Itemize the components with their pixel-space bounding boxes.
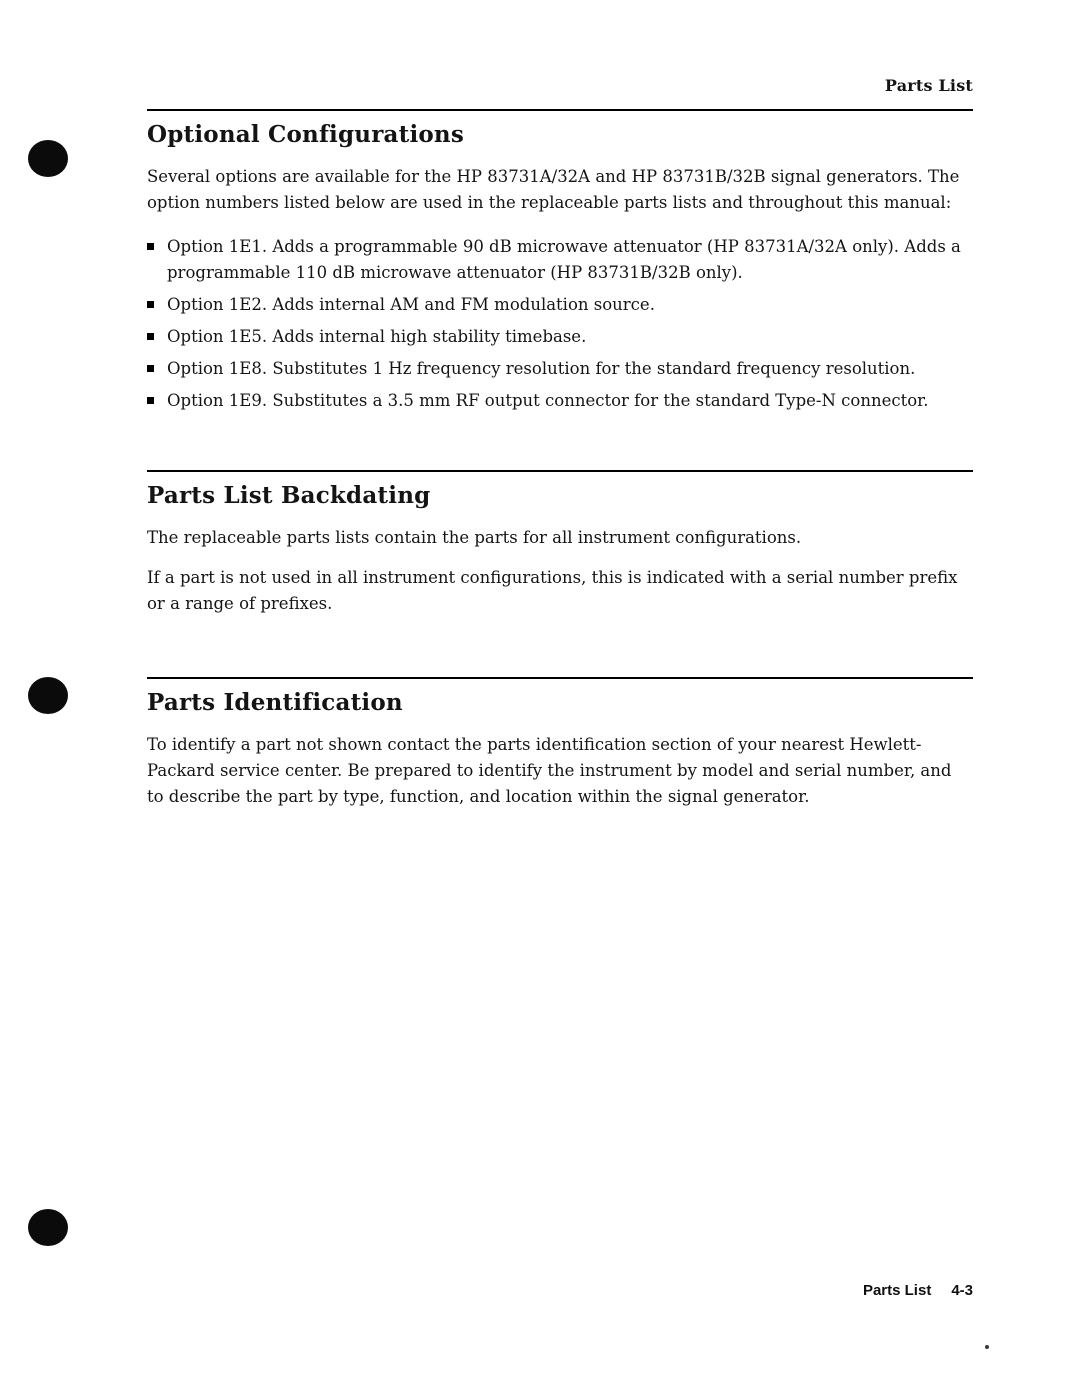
section-title: Parts Identification [147, 689, 403, 716]
punch-hole-top-icon [28, 140, 68, 177]
bullet-text: Option 1E8. Substitutes 1 Hz frequency resolution for the standard frequency resolution. [167, 359, 916, 378]
punch-hole-middle-icon [28, 677, 68, 714]
page-footer [863, 1282, 973, 1299]
square-bullet-icon [147, 243, 154, 250]
square-bullet-icon [147, 397, 154, 404]
bullet-item [147, 324, 973, 350]
running-header [147, 76, 973, 95]
section-optional-configurations [147, 121, 973, 414]
punch-hole-bottom-icon [28, 1209, 68, 1246]
section-paragraph: The replaceable parts lists contain the parts for all instrument configurations. [147, 528, 802, 547]
section-divider-rule [147, 677, 973, 679]
section-divider-rule [147, 470, 973, 472]
section-parts-identification [147, 689, 973, 810]
bullet-text: Option 1E5. Adds internal high stability timebase. [167, 327, 587, 346]
square-bullet-icon [147, 365, 154, 372]
bullet-item [147, 356, 973, 382]
section-parts-list-backdating [147, 482, 973, 617]
option-bullet-list [147, 234, 973, 414]
section-title: Optional Configurations [147, 121, 464, 148]
header-rule [147, 109, 973, 111]
bullet-text: Option 1E2. Adds internal AM and FM modulation source. [167, 295, 655, 314]
scan-speck [985, 1345, 989, 1349]
section-paragraph: If a part is not used in all instrument configurations, this is indicated with a serial number prefix or a range of prefixes. [147, 568, 958, 613]
section-title: Parts List Backdating [147, 482, 431, 509]
bullet-item [147, 234, 973, 286]
section-paragraph: Several options are available for the HP 83731A/32A and HP 83731B/32B signal generators. The option numbers listed below are used in the replaceable parts lists and throughout this manual: [147, 167, 960, 212]
footer-label: Parts List [862, 1282, 932, 1299]
bullet-text: Option 1E9. Substitutes a 3.5 mm RF output connector for the standard Type-N connector. [167, 391, 929, 410]
bullet-text: Option 1E1. Adds a programmable 90 dB microwave attenuator (HP 83731A/32A only). Adds a programmable 110 dB microwave attenuator (HP 83731B/32B only). [167, 237, 961, 282]
square-bullet-icon [147, 333, 154, 340]
square-bullet-icon [147, 301, 154, 308]
section-paragraph: To identify a part not shown contact the parts identification section of your nearest Hewlett-Packard service center. Be prepared to identify the instrument by model and serial number, and to describe the part by type, function, and location within the signal generator. [147, 735, 952, 806]
footer-page-number: 4-3 [951, 1282, 973, 1299]
page-content [147, 0, 973, 824]
bullet-item [147, 292, 973, 318]
running-header-label: Parts List [884, 76, 973, 95]
bullet-item [147, 388, 973, 414]
